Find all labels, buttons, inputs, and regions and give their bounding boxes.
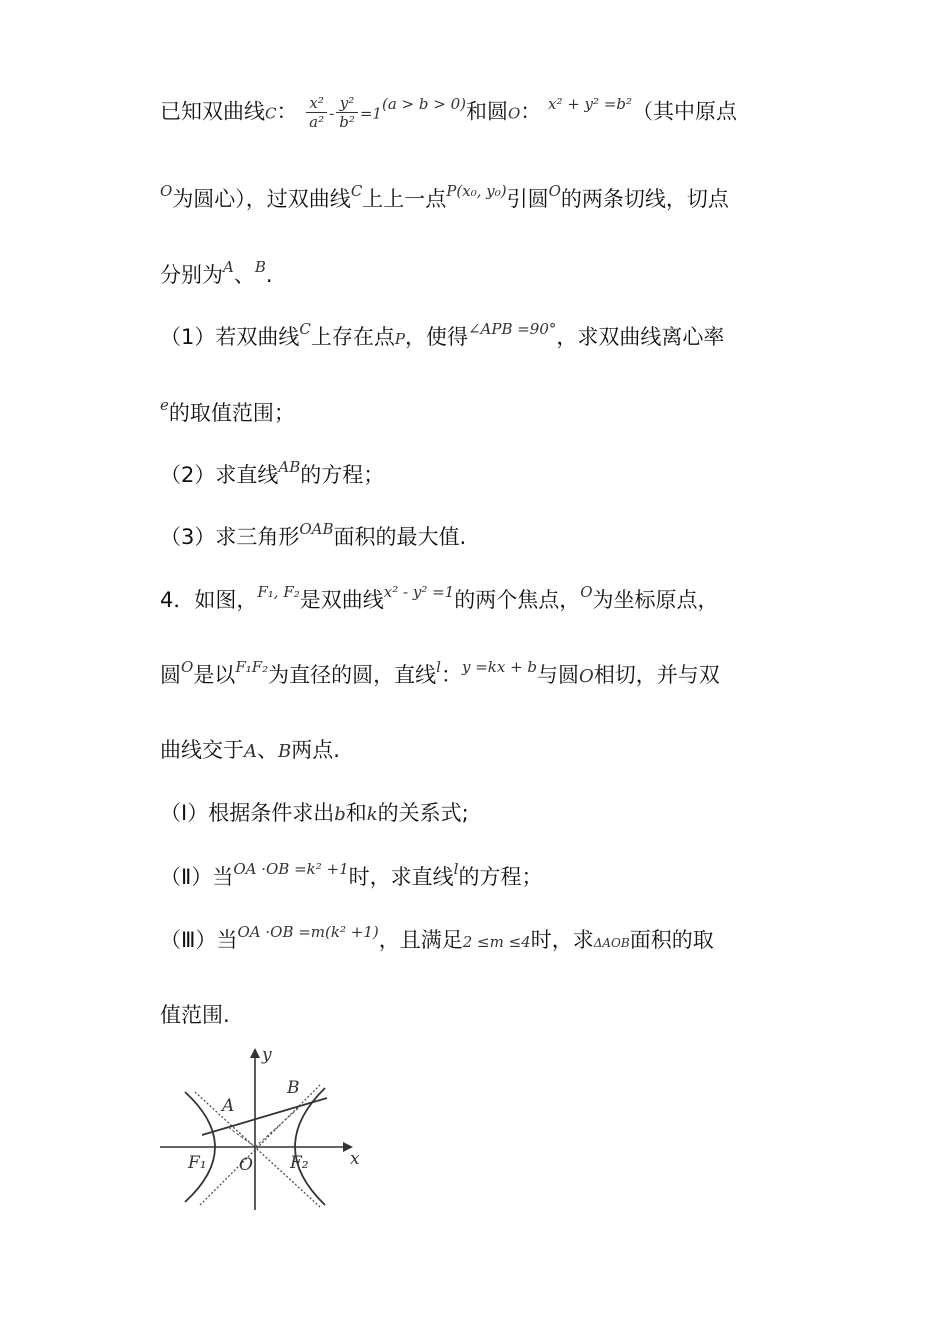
asymptote-2 bbox=[200, 1085, 320, 1205]
math-k: k bbox=[366, 804, 378, 825]
math-C: C bbox=[299, 320, 311, 338]
text: （Ⅰ）根据条件求出 bbox=[160, 801, 335, 825]
text: 与圆 bbox=[537, 663, 580, 687]
text: 面积的最大值. bbox=[333, 525, 467, 549]
focus-F1-label: F₁ bbox=[188, 1153, 207, 1173]
p3-line-2 bbox=[160, 184, 729, 216]
text: 的取值范围； bbox=[168, 401, 295, 425]
math-l: l bbox=[436, 658, 441, 676]
text: （Ⅲ）当 bbox=[160, 928, 238, 952]
text: 上存在点 bbox=[310, 325, 395, 349]
math-foci: F₁, F₂ bbox=[257, 583, 300, 601]
text: ： bbox=[520, 99, 542, 124]
p3-line-4 bbox=[160, 322, 724, 354]
text: 、 bbox=[233, 263, 255, 287]
p4-line-6 bbox=[160, 925, 714, 958]
text: ，求双曲线离心率 bbox=[556, 325, 725, 349]
text: 圆 bbox=[160, 663, 181, 687]
text: 时，求 bbox=[530, 928, 594, 952]
p3-line-3 bbox=[160, 260, 273, 292]
hyperbola-figure bbox=[155, 1040, 370, 1215]
text: 值范围. bbox=[160, 1003, 230, 1027]
text: 面积的取 bbox=[629, 928, 714, 952]
text: ，使得 bbox=[404, 325, 468, 349]
point-A-label: A bbox=[222, 1096, 235, 1116]
text: 已知双曲线 bbox=[160, 99, 265, 124]
math-b: b bbox=[334, 804, 346, 825]
math-A: A bbox=[244, 741, 257, 762]
text: 是双曲线 bbox=[299, 588, 384, 612]
text: . bbox=[265, 263, 273, 287]
math-B: B bbox=[278, 741, 292, 762]
numerator: y² bbox=[336, 94, 358, 113]
math-minus: - bbox=[329, 104, 335, 123]
p4-line-7 bbox=[160, 1000, 230, 1030]
text: 是以 bbox=[193, 663, 236, 687]
asymptote-1 bbox=[195, 1092, 320, 1207]
math-circle-eq: x² + y² =b² bbox=[547, 94, 633, 113]
p4-line-2 bbox=[160, 660, 720, 692]
text: 和圆 bbox=[465, 99, 508, 124]
math-triangle-AOB: ΔAOB bbox=[593, 936, 630, 950]
text: 曲线交于 bbox=[160, 738, 244, 762]
math-C: C bbox=[350, 182, 363, 200]
denominator: a² bbox=[309, 113, 325, 131]
math-eq: =1 bbox=[359, 104, 382, 123]
text: ，且满足 bbox=[378, 928, 463, 952]
p4-line-4 bbox=[160, 798, 469, 830]
fraction-x-a bbox=[306, 94, 327, 131]
math-OAB: OAB bbox=[299, 520, 334, 538]
text: 的两条切线，切点 bbox=[560, 187, 729, 211]
math-C: C bbox=[265, 104, 277, 123]
point-B-label: B bbox=[287, 1078, 300, 1098]
text: 和 bbox=[345, 801, 367, 825]
p3-line-5 bbox=[160, 398, 295, 430]
math-dot-product-eq: OA ·OB =k² +1 bbox=[233, 860, 349, 878]
p3-line-6 bbox=[160, 460, 384, 492]
text: 为直径的圆，直线 bbox=[268, 663, 437, 687]
math-line-eq: y =kx + b bbox=[461, 658, 538, 676]
fraction-y-b bbox=[336, 94, 358, 131]
y-axis-arrow bbox=[250, 1048, 260, 1058]
text: 为圆心），过双曲线 bbox=[172, 187, 351, 211]
x-axis-label: x bbox=[350, 1149, 360, 1169]
text: （其中原点 bbox=[632, 99, 738, 124]
math-O: O bbox=[548, 182, 561, 200]
text: 的方程； bbox=[300, 463, 385, 487]
segment-OA bbox=[228, 1127, 255, 1147]
p3-line-7 bbox=[160, 522, 466, 554]
math-e: e bbox=[160, 396, 169, 414]
text: 引圆 bbox=[506, 187, 549, 211]
text: 的两个焦点， bbox=[454, 588, 581, 612]
math-F1F2: F₁F₂ bbox=[235, 658, 269, 676]
math-O: O bbox=[580, 583, 593, 601]
text: 4．如图， bbox=[160, 588, 258, 612]
p3-line-1 bbox=[160, 94, 737, 131]
text: ： bbox=[276, 99, 298, 124]
y-axis-label: y bbox=[262, 1045, 272, 1065]
text: （3）求三角形 bbox=[160, 525, 300, 549]
text: 分别为 bbox=[160, 263, 223, 287]
text: 的方程； bbox=[458, 865, 543, 889]
math-O: O bbox=[579, 666, 594, 687]
text: 上上一点 bbox=[362, 187, 447, 211]
line-l bbox=[202, 1098, 327, 1135]
denominator: b² bbox=[339, 113, 355, 131]
p4-line-3 bbox=[160, 735, 340, 767]
text: （2）求直线 bbox=[160, 463, 279, 487]
text: 为坐标原点， bbox=[592, 588, 719, 612]
math-hyperbola-eq: x² - y² =1 bbox=[383, 583, 455, 601]
math-dot-product-eq-m: OA ·OB =m(k² +1) bbox=[237, 923, 379, 941]
p4-line-1 bbox=[160, 585, 719, 617]
math-O: O bbox=[160, 182, 173, 200]
text: 相切，并与双 bbox=[593, 663, 720, 687]
p4-line-5 bbox=[160, 862, 542, 894]
math-P: P bbox=[394, 330, 405, 348]
math-B: B bbox=[254, 258, 266, 276]
text: ： bbox=[440, 663, 462, 687]
math-P-point: P(x₀, y₀) bbox=[446, 182, 507, 200]
text: （1）若双曲线 bbox=[160, 325, 300, 349]
text: 的关系式; bbox=[377, 801, 469, 825]
math-O: O bbox=[507, 104, 521, 123]
focus-F2-label: F₂ bbox=[290, 1153, 309, 1173]
math-O: O bbox=[181, 658, 194, 676]
origin-label: O bbox=[239, 1155, 253, 1175]
math-l: l bbox=[453, 860, 459, 878]
text: 、 bbox=[257, 738, 278, 762]
math-condition: (a > b > 0) bbox=[381, 94, 466, 113]
text: （Ⅱ）当 bbox=[160, 865, 234, 889]
text: 两点. bbox=[291, 738, 340, 762]
math-AB: AB bbox=[278, 458, 301, 476]
math-m-range: 2 ≤m ≤4 bbox=[462, 933, 531, 951]
math-angle: ∠APB =90° bbox=[467, 320, 557, 338]
numerator: x² bbox=[306, 94, 327, 113]
text: 时，求直线 bbox=[348, 865, 454, 889]
math-A: A bbox=[223, 258, 234, 276]
